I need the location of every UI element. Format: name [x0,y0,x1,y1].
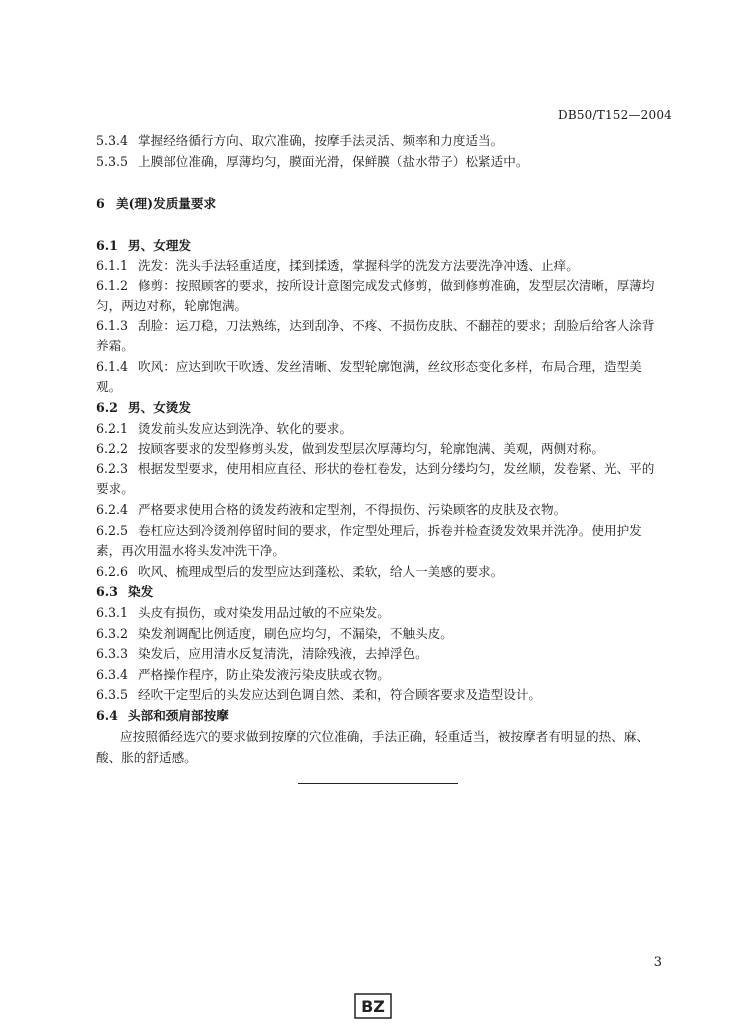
clause-text: 洗发：洗头手法轻重适度，揉到揉透，掌握科学的洗发方法要洗净冲透、止痒。 [138,258,579,273]
clause-number: 6.3.1 [96,605,129,620]
publisher-logo [354,993,392,1019]
clause-number: 6.3.5 [96,687,129,702]
clause-number: 6.2.4 [96,502,129,517]
clause-text: 根据发型要求，使用相应直径、形状的卷杠卷发，达到分缕均匀，发丝顺，发卷紧、光、平的 [138,461,655,476]
section-number: 6.3 [96,584,118,599]
clause-6-3-5 [96,685,662,705]
clause-text: 染发剂调配比例适度，刷色应均匀，不漏染，不触头皮。 [138,626,453,641]
clause-number: 6.2.2 [96,441,129,456]
clause-text: 吹风、梳理成型后的发型应达到蓬松、柔软，给人一美感的要求。 [138,564,504,579]
clause-6-3-3 [96,644,662,664]
clause-text: 头皮有损伤，或对染发用品过敏的不应染发。 [138,605,390,620]
clause-continuation [96,479,662,499]
chapter-heading-6 [96,194,662,214]
section-number: 6.2 [96,400,118,415]
clause-number: 6.3.3 [96,646,129,661]
clause-text: 匀，两边对称，轮廓饱满。 [96,298,248,313]
clause-text: 要求。 [96,481,134,496]
clause-text: 经吹干定型后的头发应达到色调自然、柔和，符合顾客要求及造型设计。 [138,687,541,702]
logo-text: BZ [361,997,385,1016]
clause-continuation [96,541,662,561]
clause-number: 6.1.4 [96,359,129,374]
clause-6-3-2 [96,624,662,644]
clause-text: 严格操作程序，防止染发液污染皮肤或衣物。 [138,667,390,682]
clause-6-2-3 [96,459,662,479]
clause-text: 染发后，应用清水反复清洗，清除残液，去掉浮色。 [138,646,428,661]
clause-continuation [96,336,662,356]
clause-number: 6.1.2 [96,278,129,293]
clause-number: 6.3.4 [96,667,129,682]
clause-6-3-4 [96,665,662,685]
clause-6-3-1 [96,603,662,623]
clause-5-3-4 [96,131,662,151]
clause-text: 养霜。 [96,338,134,353]
section-title: 染发 [128,584,154,599]
clause-6-2-6 [96,562,662,582]
clause-text: 上膜部位准确，厚薄均匀，膜面光滑，保鲜膜（盐水带子）松紧适中。 [138,154,529,169]
section-heading-6-4 [96,706,662,726]
section-heading-6-3 [96,582,662,602]
clause-6-1-4 [96,357,662,377]
clause-text: 烫发前头发应达到洗净、软化的要求。 [138,421,353,436]
clause-5-3-5 [96,152,662,172]
clause-text: 掌握经络循行方向、取穴准确，按摩手法灵活、频率和力度适当。 [138,133,504,148]
clause-text: 严格要求使用合格的烫发药液和定型剂，不得损伤、污染顾客的皮肤及衣物。 [138,502,567,517]
clause-6-1-3 [96,316,662,336]
section-title: 头部和颈肩部按摩 [128,708,229,723]
clause-6-1-2 [96,276,662,296]
clause-number: 5.3.4 [96,133,129,148]
clause-number: 6.1.1 [96,258,129,273]
section-heading-6-1 [96,236,662,256]
section-number: 6.4 [96,708,118,723]
clause-6-2-2 [96,439,662,459]
page-number: 3 [653,955,662,970]
chapter-title: 美(理)发质量要求 [116,196,217,211]
section-number: 6.1 [96,238,118,253]
paragraph-text: 应按照循经选穴的要求做到按摩的穴位准确，手法正确，轻重适当，被按摩者有明显的热、麻、 [120,729,649,744]
clause-text: 刮脸：运刀稳，刀法熟练，达到刮净、不疼、不损伤皮肤、不翻茬的要求；刮脸后给客人涂背 [138,318,655,333]
section-title: 男、女烫发 [128,400,191,415]
paragraph-text: 酸、胀的舒适感。 [96,750,197,765]
standard-code: DB50/T152—2004 [558,108,672,122]
clause-number: 6.2.3 [96,461,129,476]
clause-text: 按顾客要求的发型修剪头发，做到发型层次厚薄均匀，轮廓饱满、美观，两侧对称。 [138,441,604,456]
clause-text: 修剪：按照顾客的要求，按所设计意图完成发式修剪，做到修剪准确，发型层次清晰，厚薄均 [138,278,655,293]
clause-6-1-1 [96,256,662,276]
clause-number: 5.3.5 [96,154,129,169]
clause-text: 观。 [96,379,122,394]
clause-6-2-1 [96,419,662,439]
clause-number: 6.3.2 [96,626,129,641]
section-title: 男、女理发 [128,238,191,253]
clause-number: 6.2.6 [96,564,129,579]
clause-6-2-4 [96,500,662,520]
clause-text: 吹风：应达到吹干吹透、发丝清晰、发型轮廓饱满，丝纹形态变化多样，布局合理，造型美 [138,359,642,374]
clause-6-2-5 [96,521,662,541]
clause-continuation [96,296,662,316]
clause-number: 6.2.1 [96,421,129,436]
end-rule [298,783,458,784]
paragraph-line [120,727,686,747]
clause-text: 素，再次用温水将头发冲洗干净。 [96,543,285,558]
clause-number: 6.2.5 [96,523,129,538]
clause-number: 6.1.3 [96,318,129,333]
clause-text: 卷杠应达到冷烫剂停留时间的要求，作定型处理后，拆卷并检查烫发效果并洗净。使用护发 [138,523,642,538]
clause-continuation [96,377,662,397]
section-heading-6-2 [96,398,662,418]
chapter-number: 6 [96,196,105,211]
paragraph-line [96,748,662,768]
